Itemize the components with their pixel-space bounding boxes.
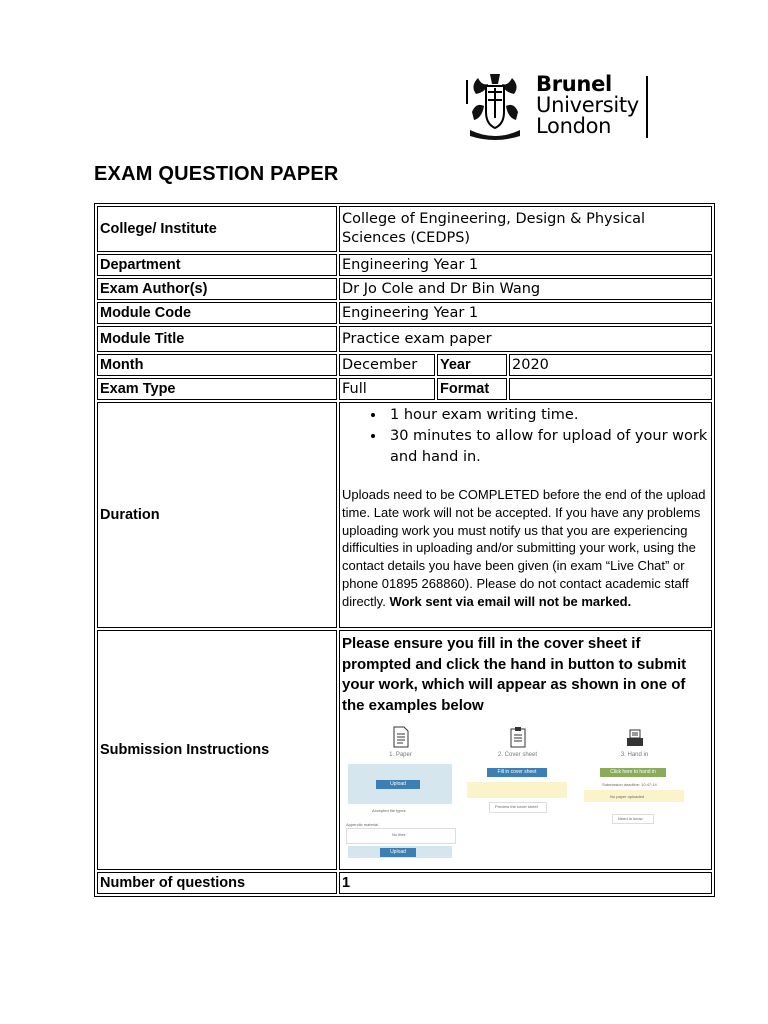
row-college xyxy=(97,206,712,252)
questions-value: 1 xyxy=(339,872,712,894)
exam-type-value: Full xyxy=(339,378,435,400)
month-label: Month xyxy=(97,354,337,376)
logo-line-3: London xyxy=(536,114,612,138)
format-label: Format xyxy=(437,378,507,400)
submission-instructions: Please ensure you fill in the cover sheet if prompted and click the hand in button to submit your work, which will appear as shown in one of the examples below xyxy=(342,635,687,714)
duration-bullet-1: • 1 hour exam writing time. xyxy=(386,405,709,426)
example-paper xyxy=(342,724,459,864)
department-label: Department xyxy=(97,254,337,276)
example-step-3: 3. Hand in xyxy=(620,752,649,758)
submission-cell xyxy=(339,630,712,870)
duration-bullets xyxy=(342,405,709,468)
cover-warning xyxy=(467,782,567,798)
row-questions xyxy=(97,872,712,894)
clipboard-icon xyxy=(508,726,528,748)
module-code-value: Engineering Year 1 xyxy=(339,302,712,324)
upload-button-example: Upload xyxy=(376,780,420,789)
duration-bullet-2: • 30 minutes to allow for upload of your work and hand in. xyxy=(386,426,709,468)
example-step-1: 1. Paper xyxy=(389,752,412,758)
preview-cover-example: Preview the cover sheet xyxy=(495,804,538,809)
example-step-2: 2. Cover sheet xyxy=(497,752,538,758)
example-need: Need to know xyxy=(618,816,643,821)
logo-right-bar xyxy=(646,76,648,138)
logo-line-1: Brunel xyxy=(536,72,612,96)
module-title-value: Practice exam paper xyxy=(339,326,712,352)
row-author xyxy=(97,278,712,300)
example-unsaved: No paper uploaded xyxy=(610,794,645,799)
department-value: Engineering Year 1 xyxy=(339,254,712,276)
exam-type-label: Exam Type xyxy=(97,378,337,400)
college-value: College of Engineering, Design & Physical Sciences (CEDPS) xyxy=(339,206,712,252)
duration-note xyxy=(342,486,709,611)
example-no-files: No files xyxy=(392,832,406,837)
duration-cell xyxy=(339,402,712,628)
logo-line-2: University xyxy=(536,93,639,117)
example-cover-sheet xyxy=(459,724,576,864)
format-value xyxy=(509,378,712,400)
row-module-title xyxy=(97,326,712,352)
example-deadline: Submission deadline: 10:47:14 xyxy=(602,782,657,787)
inbox-tray-icon xyxy=(625,726,645,748)
upload2-button-example: Upload xyxy=(380,848,416,857)
row-module-code xyxy=(97,302,712,324)
fill-cover-button-example: Fill in cover sheet xyxy=(487,768,547,777)
duration-note-text: Uploads need to be COMPLETED before the end of the upload time. Late work will not be accepted. If you have any problems uploading work you must notify us that you are experiencing difficulties in uploading and/or submitting your work, using the contact details you have been given (in exam “Live Chat” or phone 01895 268860). Please do not contact academic staff directly. xyxy=(342,487,706,609)
example-appendix: Appendix material xyxy=(346,822,379,827)
hand-in-button-example: Click here to hand in xyxy=(600,768,666,777)
author-label: Exam Author(s) xyxy=(97,278,337,300)
row-submission xyxy=(97,630,712,870)
logo-wordmark xyxy=(536,74,639,137)
duration-note-bold: Work sent via email will not be marked. xyxy=(389,593,632,609)
example-hand-in xyxy=(576,724,693,864)
year-label: Year xyxy=(437,354,507,376)
year-value: 2020 xyxy=(509,354,712,376)
row-month xyxy=(97,354,712,376)
questions-label: Number of questions xyxy=(97,872,337,894)
duration-label: Duration xyxy=(97,402,337,628)
submission-label: Submission Instructions xyxy=(97,630,337,870)
example-file-types: Accepted file types xyxy=(372,808,406,813)
crest-icon xyxy=(466,72,524,140)
college-label: College/ Institute xyxy=(97,206,337,252)
module-title-label: Module Title xyxy=(97,326,337,352)
module-code-label: Module Code xyxy=(97,302,337,324)
university-logo xyxy=(438,70,648,142)
row-department xyxy=(97,254,712,276)
row-exam-type xyxy=(97,378,712,400)
submission-examples xyxy=(342,724,709,866)
author-value: Dr Jo Cole and Dr Bin Wang xyxy=(339,278,712,300)
page-title: EXAM QUESTION PAPER xyxy=(94,163,339,185)
row-duration xyxy=(97,402,712,628)
exam-details-table xyxy=(94,203,715,897)
document-icon xyxy=(391,726,411,748)
month-value: December xyxy=(339,354,435,376)
